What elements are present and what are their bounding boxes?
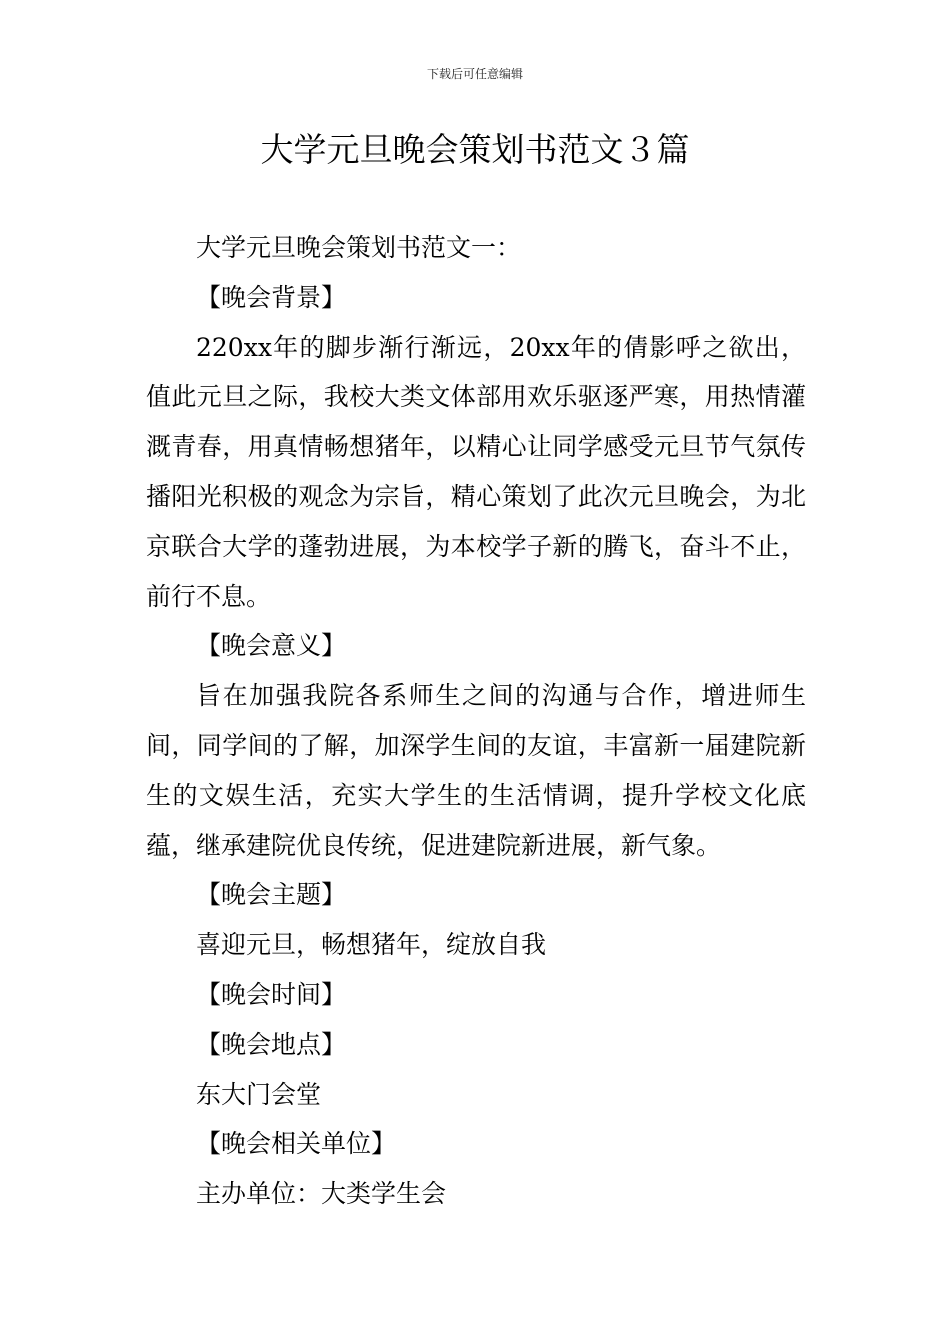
heading-significance: 【晚会意义】 [196,631,347,661]
heading-time: 【晚会时间】 [196,979,347,1009]
section-intro: 大学元旦晚会策划书范文一： [196,233,522,262]
paragraph-background: 220xx年的脚步渐行渐远，20xx年的倩影呼之欲出，值此元旦之际，我校大类文体部用欢乐驱逐严寒，用热情灌溉青春，用真情畅想猪年，以精心让同学感受元旦节气氛传播阳光积极的观念为宗旨，精心策划了此次元旦晚会，为北京联合大学的蓬勃进展，为本校学子新的腾飞，奋斗不止，前行不息。 [146,332,806,611]
paragraph-significance: 旨在加强我院各系师生之间的沟通与合作，增进师生间，同学间的了解，加深学生间的友谊，丰富新一届建院新生的文娱生活，充实大学生的生活情调，提升学校文化底蕴，继承建院优良传统，促进建院新进展，新气象。 [146,681,806,860]
paragraph-theme: 喜迎元旦，畅想猪年，绽放自我 [196,930,547,960]
heading-background: 【晚会背景】 [196,282,347,312]
header-note: 下载后可任意编辑 [426,67,523,81]
paragraph-location: 东大门会堂 [196,1079,322,1109]
heading-units: 【晚会相关单位】 [196,1129,397,1159]
heading-theme: 【晚会主题】 [196,880,347,910]
document-body [146,223,806,1219]
heading-location: 【晚会地点】 [196,1029,347,1059]
paragraph-organizer: 主办单位：大类学生会 [196,1179,447,1209]
document-title: 大学元旦晚会策划书范文３篇 [260,130,690,169]
